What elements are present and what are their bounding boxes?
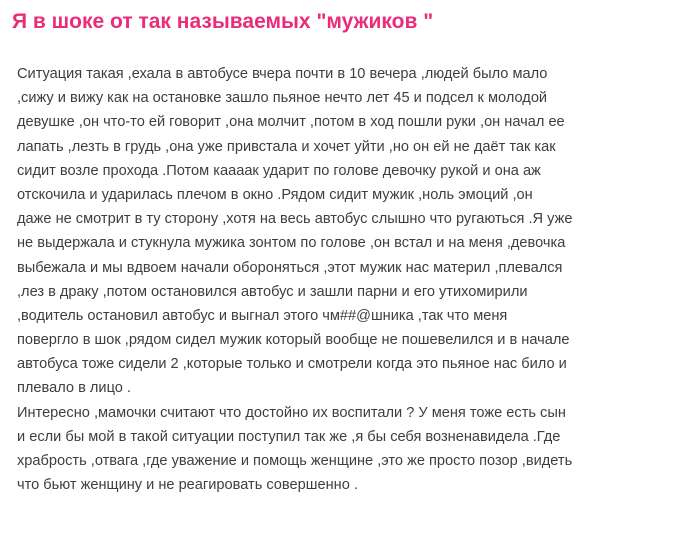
post-body-line: сидит возле прохода .Потом кааaак ударит по голове девочку рукой и она аж xyxy=(17,162,541,179)
post-body-line: не выдержала и стукнула мужика зонтом по голове ,он встал и на меня ,девочка xyxy=(17,235,566,252)
post-body-line: отскочила и ударилась плечом в окно .Рядом сидит мужик ,ноль эмоций ,он xyxy=(17,186,533,203)
post-body-line: ,сижу и вижу как на остановке зашло пьяное нечто лет 45 и подсел к молодой xyxy=(17,90,548,107)
post-body-line: Ситуация такая ,ехала в автобусе вчера почти в 10 вечера ,людей было мало xyxy=(17,66,548,82)
post-body-line: храбрость ,отвага ,где уважение и помощь женщине ,это же просто позор ,видеть xyxy=(17,453,573,469)
post-body-line: девушке ,он что-то ей говорит ,она молчит ,потом в ход пошли руки ,он начал ее xyxy=(17,114,565,131)
post-body-line: и если бы мой в такой ситуации поступил так же ,я бы себя возненавидела .Где xyxy=(17,428,561,445)
post-body-line: выбежала и мы вдвоем начали обороняться ,этот мужик нас материл ,плевался xyxy=(17,259,563,276)
post-body-line: плевало в лицо . xyxy=(17,380,131,397)
post-body-line: лапать ,лезть в грудь ,она уже привстала и хочет уйти ,но он ей не даёт так как xyxy=(17,138,556,155)
post-body-line: даже не смотрит в ту сторону ,хотя на весь автобус слышно что ругаються .Я уже xyxy=(17,211,573,228)
post-body-line: ,лез в драку ,потом остановился автобус и зашли парни и его утихомирили xyxy=(17,283,528,300)
post-body xyxy=(17,62,695,497)
post-body-line: ,водитель остановил автобус и выгнал этого чм##@шника ,так что меня xyxy=(17,307,508,324)
post-body-line: что бьют женщину и не реагировать совершенно . xyxy=(17,477,358,494)
post-body-line: автобуса тоже сидели 2 ,которые только и смотрели когда это пьяное нас било и xyxy=(17,356,567,373)
post-body-line: Интересно ,мамочки считают что достойно их воспитали ? У меня тоже есть сын xyxy=(17,404,566,421)
post-body-line: повергло в шок ,рядом сидел мужик который вообще не пошевелился и в начале xyxy=(17,332,570,349)
post-title: Я в шоке от так называемых "мужиков " xyxy=(12,10,434,33)
